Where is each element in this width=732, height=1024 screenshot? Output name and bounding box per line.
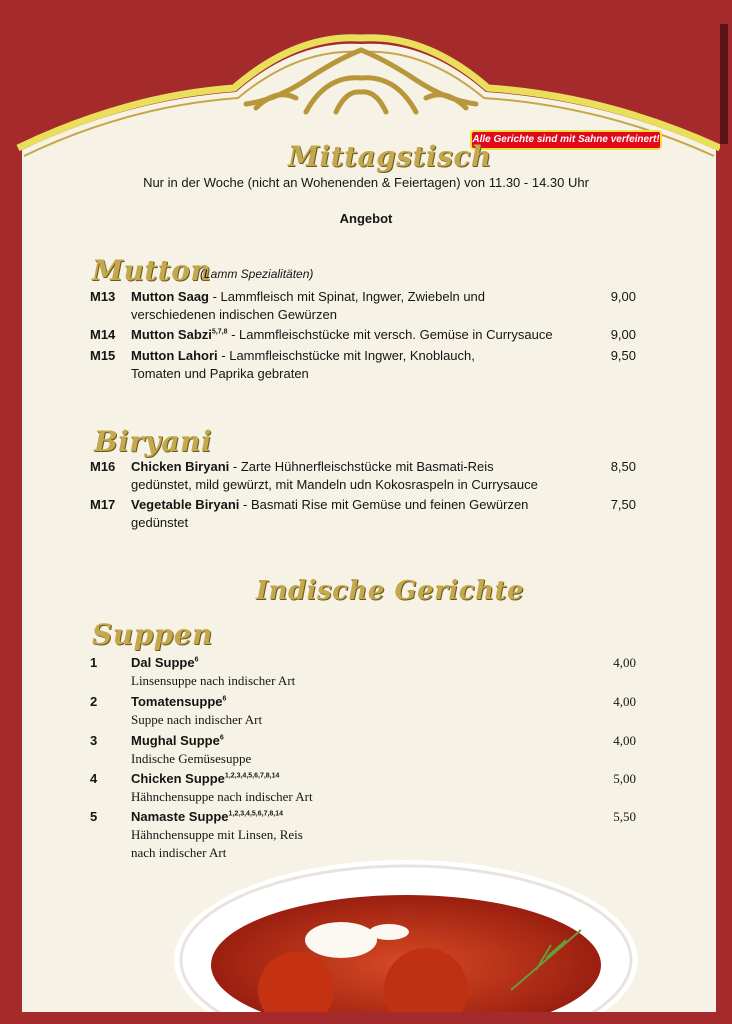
edge-bar xyxy=(720,24,728,144)
item-code: M16 xyxy=(90,459,116,474)
allergen-codes: 1,2,3,4,5,6,7,8,14 xyxy=(228,810,284,818)
item-description xyxy=(131,808,571,862)
cream-notice-badge: Alle Gerichte sind mit Sahne verfeinert! xyxy=(470,130,662,150)
item-price: 9,00 xyxy=(610,289,636,304)
allergen-codes: 1,2,3,4,5,6,7,8,14 xyxy=(224,772,280,780)
item-description xyxy=(131,496,571,532)
indian-dishes-title: Indische Gerichte xyxy=(255,576,525,606)
item-text: - Lammfleisch mit Spinat, Ingwer, Zwiebeln und xyxy=(209,289,486,304)
allergen-codes: 6 xyxy=(194,656,199,664)
item-name: Namaste Suppe xyxy=(131,809,229,824)
item-code: M14 xyxy=(90,327,116,342)
item-description xyxy=(131,326,571,344)
item-code: 5 xyxy=(90,809,98,824)
item-text-2: Tomaten und Paprika gebraten xyxy=(131,366,309,381)
item-text-2: verschiedenen indischen Gewürzen xyxy=(131,307,337,322)
item-code: 1 xyxy=(90,655,98,670)
offer-label: Angebot xyxy=(339,211,393,226)
lunch-hours: Nur in der Woche (nicht an Wohenenden & Feiertagen) von 11.30 - 14.30 Uhr xyxy=(143,175,589,190)
item-name: Mutton Lahori xyxy=(131,348,218,363)
item-text: Suppe nach indischer Art xyxy=(131,712,263,727)
item-code: 2 xyxy=(90,694,98,709)
item-name: Mutton Saag xyxy=(131,289,209,304)
mutton-subtitle: (Lamm Spezialitäten) xyxy=(200,267,314,281)
item-description xyxy=(131,288,571,324)
item-text-2: gedünstet xyxy=(131,515,189,530)
item-description xyxy=(131,654,571,690)
item-text: Linsensuppe nach indischer Art xyxy=(131,673,296,688)
allergen-codes: 6 xyxy=(222,695,227,703)
item-code: M13 xyxy=(90,289,116,304)
item-name: Chicken Biryani xyxy=(131,459,230,474)
item-description xyxy=(131,693,571,729)
item-price: 4,00 xyxy=(613,694,636,709)
item-text: - Basmati Rise mit Gemüse und feinen Gewürzen xyxy=(239,497,529,512)
lunch-title: Mittagstisch xyxy=(288,140,492,173)
item-price: 5,00 xyxy=(613,771,636,786)
item-price: 9,50 xyxy=(610,348,636,363)
item-text: Hähnchensuppe mit Linsen, Reis xyxy=(131,827,303,842)
item-price: 9,00 xyxy=(610,327,636,342)
mutton-title: Mutton xyxy=(92,254,212,287)
item-text-2: nach indischer Art xyxy=(131,845,227,860)
item-name: Tomatensuppe xyxy=(131,694,223,709)
item-code: 3 xyxy=(90,733,98,748)
item-price: 7,50 xyxy=(610,497,636,512)
biryani-title: Biryani xyxy=(94,425,212,458)
item-code: M17 xyxy=(90,497,116,512)
item-price: 4,00 xyxy=(613,655,636,670)
item-text: Indische Gemüsesuppe xyxy=(131,751,252,766)
item-text: - Lammfleischstücke mit versch. Gemüse in Currysauce xyxy=(227,327,553,342)
item-description xyxy=(131,770,571,806)
item-code: M15 xyxy=(90,348,116,363)
item-text: - Zarte Hühnerfleischstücke mit Basmati-Reis xyxy=(229,459,494,474)
item-description xyxy=(131,347,571,383)
item-name: Chicken Suppe xyxy=(131,771,225,786)
item-price: 5,50 xyxy=(613,809,636,824)
soups-title: Suppen xyxy=(92,618,213,651)
item-name: Mutton Sabzi xyxy=(131,327,212,342)
item-name: Vegetable Biryani xyxy=(131,497,240,512)
item-name: Dal Suppe xyxy=(131,655,195,670)
allergen-codes: 5,7,8 xyxy=(211,328,228,336)
item-description xyxy=(131,732,571,768)
item-text-2: gedünstet, mild gewürzt, mit Mandeln udn Kokosraspeln in Currysauce xyxy=(131,477,538,492)
item-text: Hähnchensuppe nach indischer Art xyxy=(131,789,313,804)
item-name: Mughal Suppe xyxy=(131,733,220,748)
item-description xyxy=(131,458,571,494)
item-text: - Lammfleischstücke mit Ingwer, Knoblauch, xyxy=(217,348,475,363)
item-price: 8,50 xyxy=(610,459,636,474)
item-code: 4 xyxy=(90,771,98,786)
allergen-codes: 6 xyxy=(219,734,224,742)
item-price: 4,00 xyxy=(613,733,636,748)
